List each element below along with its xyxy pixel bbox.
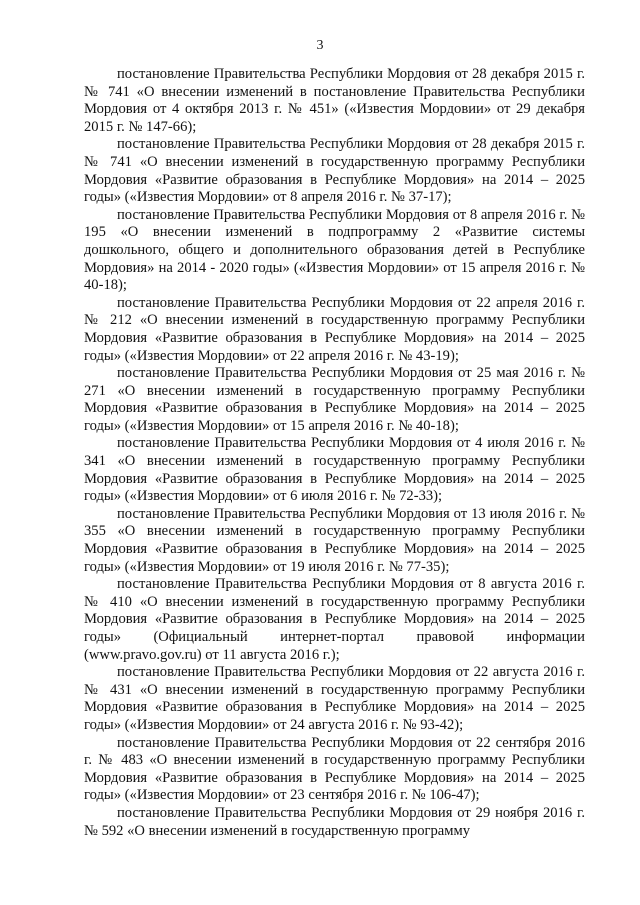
paragraph: постановление Правительства Республики Мордовия от 22 апреля 2016 г. № 212 «О внесении изменений в государственную программу Республики Мордовия «Развитие образования в Республике Мордовия» на 2014 – 2025 годы» («Известия Мордовии» от 22 апреля 2016 г. № 43-19);	[84, 294, 585, 364]
page-number: 3	[316, 38, 324, 53]
paragraph: постановление Правительства Республики Мордовия от 22 августа 2016 г. № 431 «О внесении изменений в государственную программу Республики Мордовия «Развитие образования в Республике Мордовия» на 2014 – 2025 годы» («Известия Мордовии» от 24 августа 2016 г. № 93-42);	[84, 664, 585, 733]
document-body	[84, 66, 585, 840]
paragraph: постановление Правительства Республики Мордовия от 8 апреля 2016 г. № 195 «О внесении изменений в подпрограмму 2 «Развитие системы дошкольного, общего и дополнительного образования детей в Республике Мордовия» на 2014 - 2020 годы» («Известия Мордовии» от 15 апреля 2016 г. № 40-18);	[84, 206, 585, 294]
paragraph: постановление Правительства Республики Мордовия от 22 сентября 2016 г. № 483 «О внесении изменений в государственную программу Республики Мордовия «Развитие образования в Республике Мордовия» на 2014 – 2025 годы» («Известия Мордовии» от 23 сентября 2016 г. № 106-47);	[84, 734, 585, 804]
paragraph: постановление Правительства Республики Мордовия от 29 ноября 2016 г. № 592 «О внесении изменений в государственную программу	[84, 804, 585, 839]
paragraph: постановление Правительства Республики Мордовия от 25 мая 2016 г. № 271 «О внесении изменений в государственную программу Республики Мордовия «Развитие образования в Республике Мордовия» на 2014 – 2025 годы» («Известия Мордовии» от 15 апреля 2016 г. № 40-18);	[84, 365, 585, 434]
paragraph: постановление Правительства Республики Мордовия от 28 декабря 2015 г. № 741 «О внесении изменений в постановление Правительства Республики Мордовия от 4 октября 2013 г. № 451» («Известия Мордовии» от 29 декабря 2015 г. № 147-66);	[84, 66, 585, 135]
paragraph: постановление Правительства Республики Мордовия от 8 августа 2016 г. № 410 «О внесении изменений в государственную программу Республики Мордовия «Развитие образования в Республике Мордовия» на 2014 – 2025 годы» (Официальный интернет-портал правовой информации (www.pravo.gov.ru) от 11 августа 2016 г.);	[84, 576, 585, 663]
paragraph: постановление Правительства Республики Мордовия от 28 декабря 2015 г. № 741 «О внесении изменений в государственную программу Республики Мордовия «Развитие образования в Республике Мордовия» на 2014 – 2025 годы» («Известия Мордовии» от 8 апреля 2016 г. № 37-17);	[84, 136, 585, 206]
paragraph: постановление Правительства Республики Мордовия от 13 июля 2016 г. № 355 «О внесении изменений в государственную программу Республики Мордовия «Развитие образования в Республике Мордовия» на 2014 – 2025 годы» («Известия Мордовии» от 19 июля 2016 г. № 77-35);	[84, 505, 585, 575]
paragraph: постановление Правительства Республики Мордовия от 4 июля 2016 г. № 341 «О внесении изменений в государственную программу Республики Мордовия «Развитие образования в Республике Мордовия» на 2014 – 2025 годы» («Известия Мордовии» от 6 июля 2016 г. № 72-33);	[84, 435, 585, 505]
